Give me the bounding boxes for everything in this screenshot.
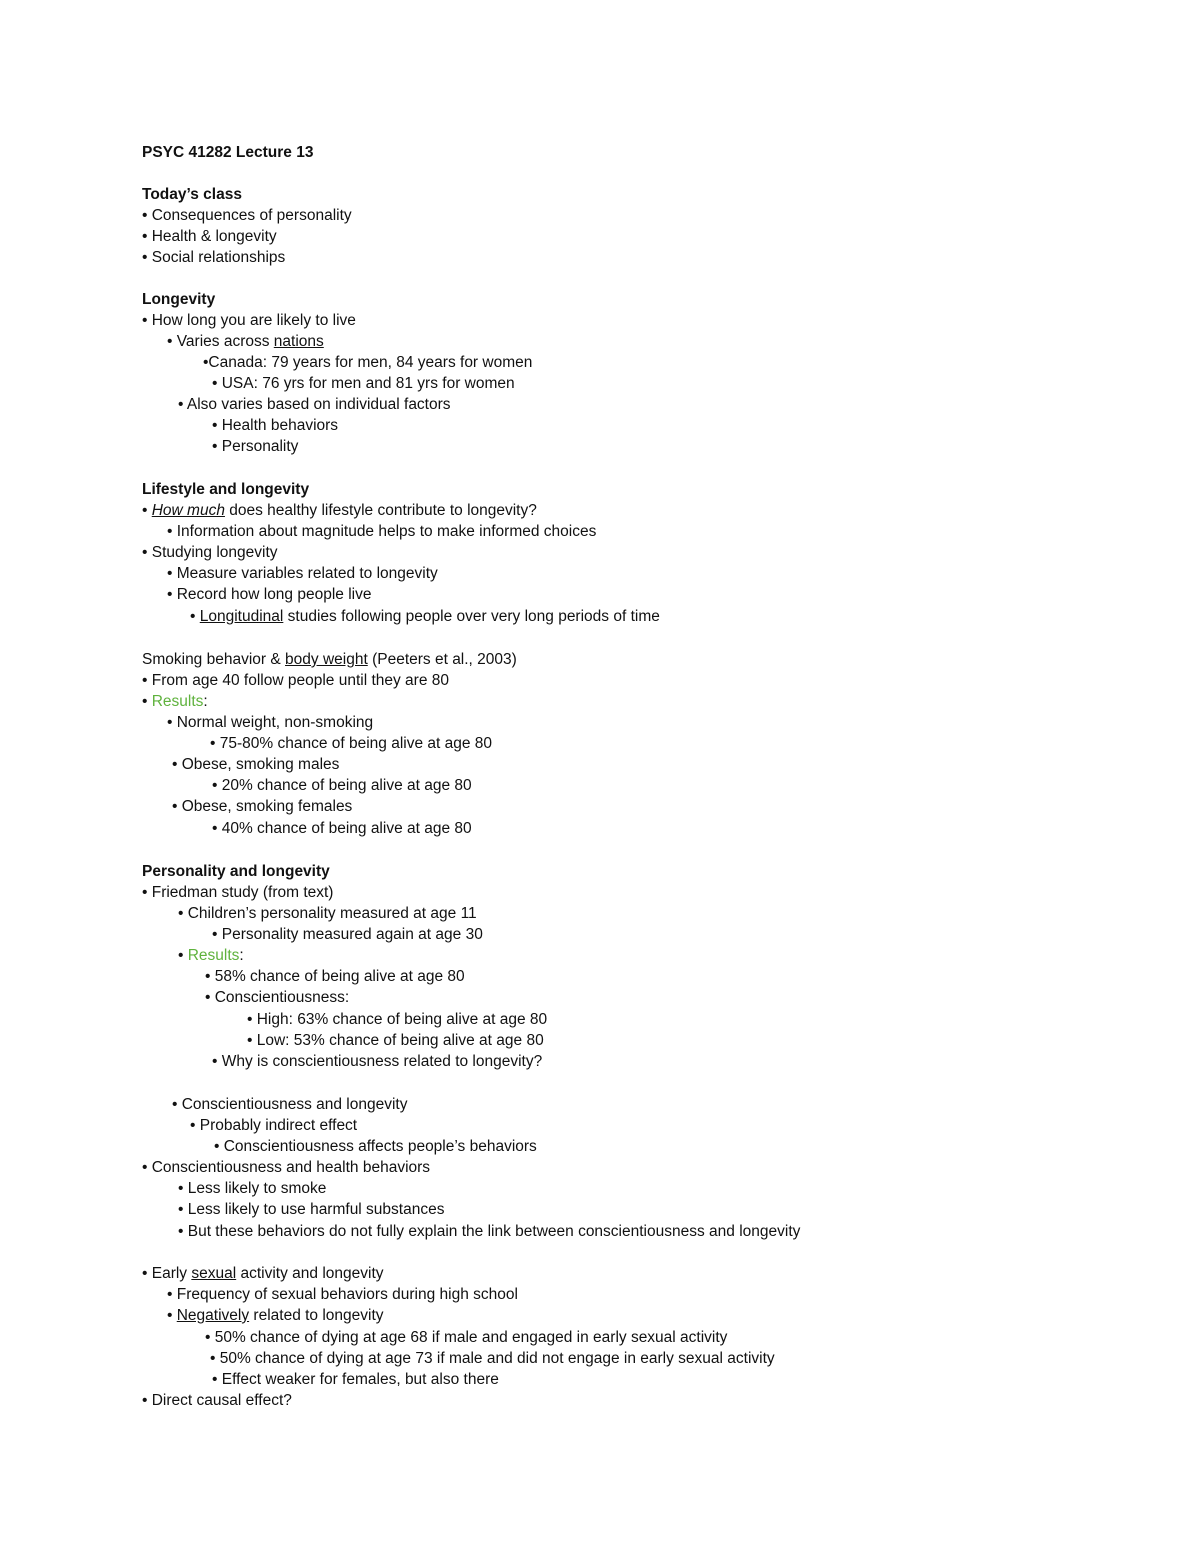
text: • Early	[142, 1265, 192, 1282]
list-item: • 50% chance of dying at age 68 if male and engaged in early sexual activity	[205, 1329, 728, 1346]
list-item: • Low: 53% chance of being alive at age 80	[247, 1032, 544, 1049]
list-item: • Measure variables related to longevity	[167, 565, 438, 582]
list-item: • Personality measured again at age 30	[212, 926, 483, 943]
text: :	[203, 693, 208, 710]
list-item: • Frequency of sexual behaviors during high school	[167, 1286, 518, 1303]
text: •	[178, 947, 188, 964]
text: does healthy lifestyle contribute to longevity?	[224, 502, 537, 519]
list-item: •Canada: 79 years for men, 84 years for women	[203, 354, 533, 371]
list-item: • Conscientiousness affects people’s behaviors	[214, 1138, 537, 1155]
list-item	[167, 331, 324, 352]
list-item: • USA: 76 yrs for men and 81 yrs for women	[212, 375, 515, 392]
personality-heading: Personality and longevity	[142, 863, 330, 880]
document-title: PSYC 41282 Lecture 13	[142, 144, 314, 161]
text: •	[142, 502, 152, 519]
list-item: • 20% chance of being alive at age 80	[212, 777, 472, 794]
todays-class-heading: Today’s class	[142, 186, 242, 203]
list-item: • Social relationships	[142, 249, 286, 266]
results-label: Results	[151, 693, 204, 710]
list-item: • Personality	[212, 438, 299, 455]
text: (Peeters et al., 2003)	[367, 651, 517, 668]
text: activity and longevity	[236, 1265, 384, 1282]
list-item: • From age 40 follow people until they are 80	[142, 672, 449, 689]
list-item: • High: 63% chance of being alive at age 80	[247, 1011, 548, 1028]
text: •	[190, 608, 200, 625]
list-item: • Health behaviors	[212, 417, 339, 434]
list-item: • Friedman study (from text)	[142, 884, 334, 901]
list-item	[178, 945, 244, 966]
text: • Varies across	[167, 333, 274, 350]
list-item: • Consequences of personality	[142, 207, 352, 224]
emphasized-text: How much	[151, 502, 225, 519]
list-item: • Information about magnitude helps to make informed choices	[167, 523, 597, 540]
list-item: • Probably indirect effect	[190, 1117, 358, 1134]
underlined-text: Negatively	[176, 1307, 250, 1324]
list-item: • Record how long people live	[167, 586, 372, 603]
lifestyle-heading: Lifestyle and longevity	[142, 481, 310, 498]
underlined-text: Longitudinal	[199, 608, 284, 625]
list-item: • Conscientiousness:	[205, 989, 350, 1006]
list-item: • 58% chance of being alive at age 80	[205, 968, 465, 985]
list-item: • 50% chance of dying at age 73 if male and did not engage in early sexual activity	[210, 1350, 775, 1367]
text: •	[167, 1307, 177, 1324]
text: related to longevity	[249, 1307, 384, 1324]
list-item: • Less likely to use harmful substances	[178, 1201, 445, 1218]
list-item: • Normal weight, non-smoking	[167, 714, 374, 731]
list-item: • 75-80% chance of being alive at age 80	[210, 735, 493, 752]
list-item: • Less likely to smoke	[178, 1180, 327, 1197]
list-item: • Health & longevity	[142, 228, 277, 245]
list-item	[190, 606, 660, 627]
list-item	[167, 1305, 384, 1326]
list-item: • But these behaviors do not fully explain the link between conscientiousness and longevity	[178, 1223, 801, 1240]
list-item: • Conscientiousness and longevity	[172, 1096, 408, 1113]
longevity-heading: Longevity	[142, 291, 216, 308]
list-item: • Also varies based on individual factors	[178, 396, 451, 413]
list-item: • Obese, smoking males	[172, 756, 340, 773]
list-item	[142, 500, 537, 521]
list-item	[142, 691, 208, 712]
results-label: Results	[187, 947, 240, 964]
underlined-text: body weight	[285, 651, 368, 668]
text: studies following people over very long periods of time	[283, 608, 660, 625]
text: Smoking behavior &	[142, 651, 286, 668]
text: •	[142, 693, 152, 710]
list-item: • Effect weaker for females, but also there	[212, 1371, 499, 1388]
list-item: • Conscientiousness and health behaviors	[142, 1159, 431, 1176]
list-item: • Children’s personality measured at age 11	[178, 905, 477, 922]
list-item: • Why is conscientiousness related to longevity?	[212, 1053, 543, 1070]
list-item: • Obese, smoking females	[172, 798, 353, 815]
smoking-heading	[142, 649, 517, 670]
list-item: • How long you are likely to live	[142, 312, 356, 329]
list-item: • Direct causal effect?	[142, 1392, 292, 1409]
text: :	[239, 947, 244, 964]
underlined-text: sexual	[191, 1265, 237, 1282]
list-item	[142, 1263, 384, 1284]
underlined-text: nations	[273, 333, 324, 350]
list-item: • Studying longevity	[142, 544, 278, 561]
list-item: • 40% chance of being alive at age 80	[212, 820, 472, 837]
